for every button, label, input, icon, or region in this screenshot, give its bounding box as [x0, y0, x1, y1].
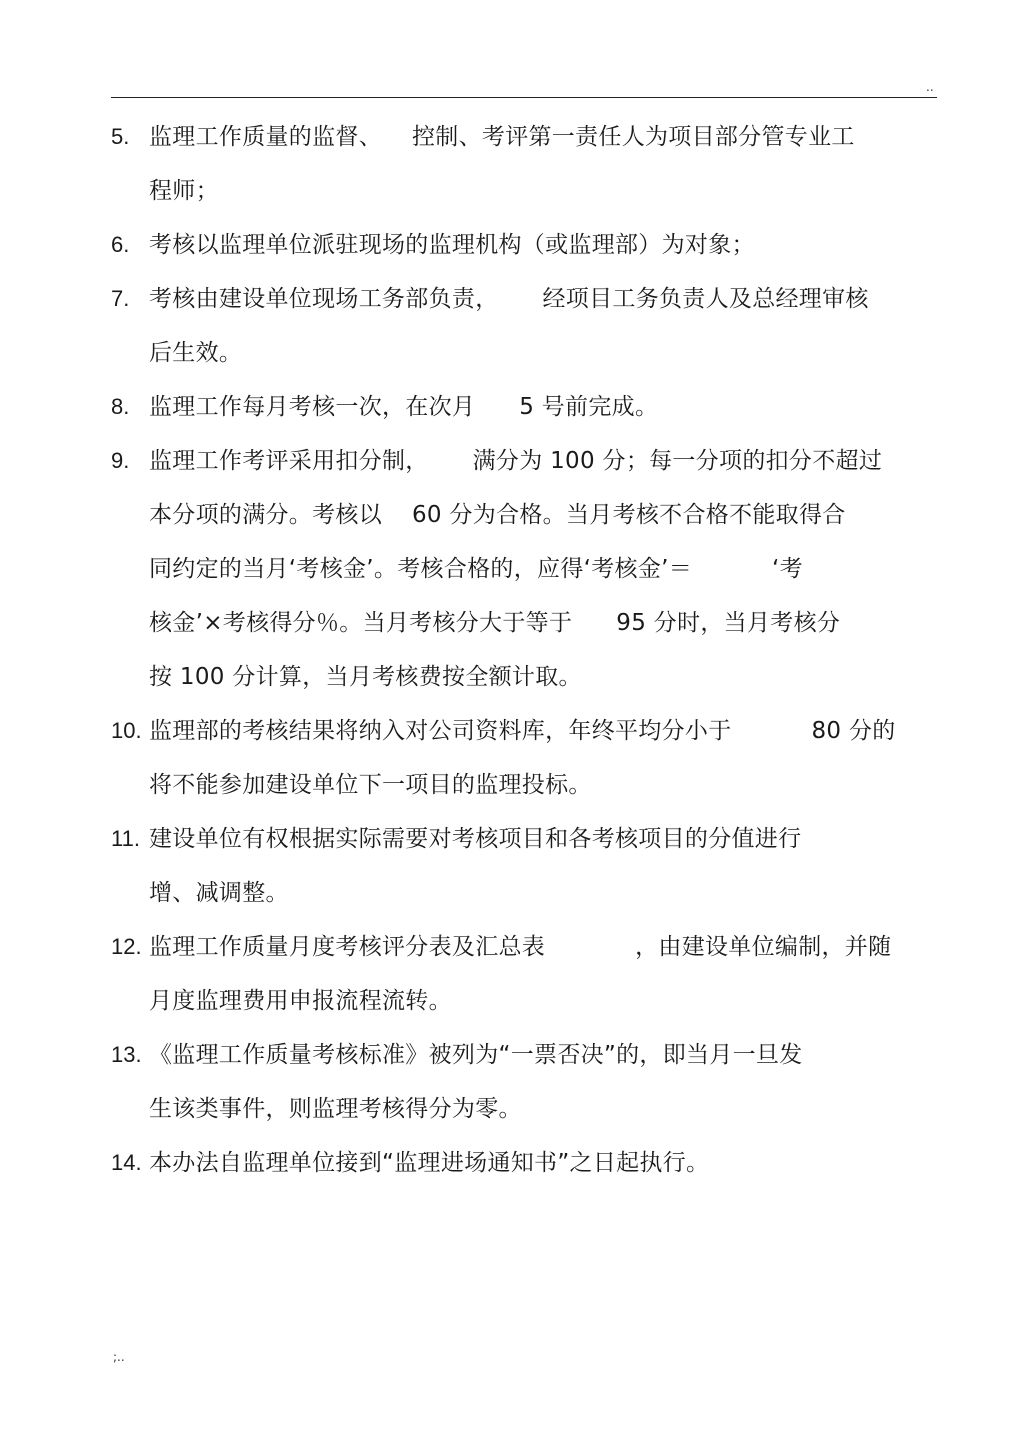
item-number: 6. [111, 232, 130, 257]
text-line: 监理工作考评采用扣分制， 满分为 100 分；每一分项的扣分不超过 [149, 448, 883, 474]
item-number: 13. [111, 1042, 142, 1067]
text-line: 《监理工作质量考核标准》被列为“一票否决”的，即当月一旦发 [149, 1042, 803, 1068]
text-line: 考核由建设单位现场工务部负责， 经项目工务负责人及总经理审核 [149, 286, 869, 312]
text-line: 程师； [149, 178, 219, 204]
item-text [149, 380, 941, 434]
header-rule [111, 97, 937, 98]
list-item-11 [111, 812, 941, 920]
text-line: 监理工作质量的监督、 控制、考评第一责任人为项目部分管专业工 [149, 124, 855, 150]
item-number: 9. [111, 448, 130, 473]
item-text [149, 218, 941, 272]
text-line: 考核以监理单位派驻现场的监理机构（或监理部）为对象； [149, 232, 755, 258]
item-text [149, 812, 941, 920]
list-item-10 [111, 704, 941, 812]
list-item-6 [111, 218, 941, 272]
text-line: 生该类事件，则监理考核得分为零。 [149, 1096, 522, 1122]
list-item-12 [111, 920, 941, 1028]
list-item-8 [111, 380, 941, 434]
text-line: 月度监理费用申报流程流转。 [149, 988, 452, 1014]
document-body [111, 110, 941, 1190]
text-line: 本办法自监理单位接到“监理进场通知书”之日起执行。 [149, 1150, 710, 1176]
list-item-7 [111, 272, 941, 380]
text-line: 监理工作质量月度考核评分表及汇总表 ，由建设单位编制，并随 [149, 934, 892, 960]
text-line: 按 100 分计算，当月考核费按全额计取。 [149, 664, 582, 690]
footer-mark: ;.. [113, 1350, 125, 1364]
item-number: 12. [111, 934, 142, 959]
list-item-13 [111, 1028, 941, 1136]
text-line: 监理工作每月考核一次，在次月 5 号前完成。 [149, 394, 659, 420]
item-text [149, 704, 941, 812]
item-number: 11. [111, 826, 140, 851]
text-line: 核金’×考核得分％。当月考核分大于等于 95 分时，当月考核分 [149, 610, 841, 636]
item-text [149, 110, 941, 218]
item-text [149, 1028, 941, 1136]
text-line: 监理部的考核结果将纳入对公司资料库，年终平均分小于 80 分的 [149, 718, 896, 744]
item-number: 5. [111, 124, 130, 149]
text-line: 同约定的当月‘考核金’。考核合格的，应得‘考核金’＝ ‘考 [149, 556, 803, 582]
text-line: 将不能参加建设单位下一项目的监理投标。 [149, 772, 592, 798]
text-line: 增、减调整。 [149, 880, 289, 906]
text-line: 本分项的满分。考核以 60 分为合格。当月考核不合格不能取得合 [149, 502, 846, 528]
item-number: 8. [111, 394, 130, 419]
item-number: 7. [111, 286, 130, 311]
text-line: 后生效。 [149, 340, 243, 366]
list-item-14 [111, 1136, 941, 1190]
list-item-9 [111, 434, 941, 704]
item-text [149, 1136, 941, 1190]
item-text [149, 272, 941, 380]
list-item-5 [111, 110, 941, 218]
item-text [149, 920, 941, 1028]
item-text [149, 434, 941, 704]
text-line: 建设单位有权根据实际需要对考核项目和各考核项目的分值进行 [149, 826, 802, 852]
item-number: 14. [111, 1150, 142, 1175]
header-mark: .. [926, 80, 934, 94]
item-number: 10. [111, 718, 142, 743]
